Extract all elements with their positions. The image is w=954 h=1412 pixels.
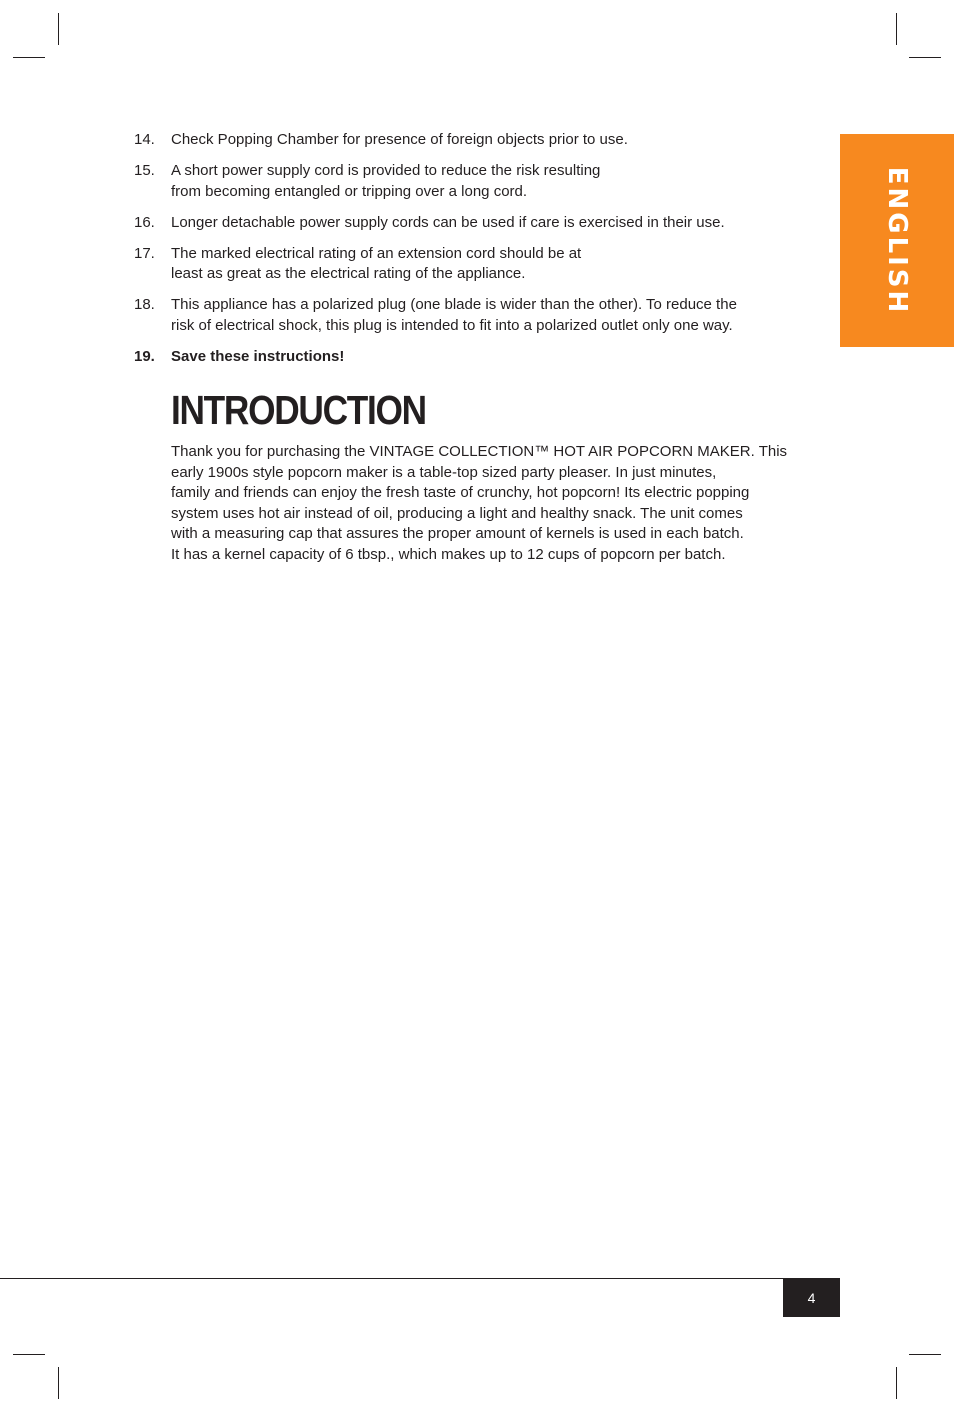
list-item xyxy=(134,347,814,368)
list-item-line: The marked electrical rating of an extension cord should be at xyxy=(171,244,582,262)
introduction-body xyxy=(171,442,796,565)
language-tab-label: ENGLISH xyxy=(882,166,912,315)
list-item-number: 18. xyxy=(134,296,155,313)
crop-mark xyxy=(896,1367,897,1399)
list-item-number: 16. xyxy=(134,213,155,231)
body-line: system uses hot air instead of oil, producing a light and healthy snack. The unit comes xyxy=(171,504,743,522)
crop-mark xyxy=(13,1354,45,1355)
list-item-number: 19. xyxy=(134,347,155,365)
section-title: INTRODUCTION xyxy=(171,387,426,433)
list-item-line: This appliance has a polarized plug (one blade is wider than the other). To reduce the xyxy=(171,296,737,313)
list-item-line: least as great as the electrical rating of the appliance. xyxy=(171,265,526,282)
list-item-number: 14. xyxy=(134,131,155,148)
list-item-line: A short power supply cord is provided to reduce the risk resulting xyxy=(171,162,601,179)
body-line: with a measuring cap that assures the proper amount of kernels is used in each batch. xyxy=(171,525,744,542)
page-number-box xyxy=(783,1278,840,1317)
list-item-number: 15. xyxy=(134,162,155,179)
list-item-line: risk of electrical shock, this plug is intended to ﬁt into a polarized outlet only one way. xyxy=(171,316,733,334)
body-line: family and friends can enjoy the fresh taste of crunchy, hot popcorn! Its electric popping xyxy=(171,484,750,501)
list-item xyxy=(134,213,814,234)
list-item xyxy=(134,295,814,336)
list-item-line: Check Popping Chamber for presence of foreign objects prior to use. xyxy=(171,131,628,148)
body-line: Thank you for purchasing the VINTAGE COLLECTION™ HOT AIR POPCORN MAKER. This xyxy=(171,443,788,460)
language-tab xyxy=(840,134,954,347)
list-item xyxy=(134,161,814,202)
crop-mark xyxy=(58,13,59,45)
list-item-line: Longer detachable power supply cords can be used if care is exercised in their use. xyxy=(171,213,725,231)
body-line: It has a kernel capacity of 6 tbsp., which makes up to 12 cups of popcorn per batch. xyxy=(171,545,726,563)
crop-mark xyxy=(909,57,941,58)
list-item-number: 17. xyxy=(134,244,155,262)
list-item-line: Save these instructions! xyxy=(171,347,345,365)
safety-instructions-list xyxy=(134,130,814,378)
list-item xyxy=(134,130,814,151)
crop-mark xyxy=(896,13,897,45)
crop-mark xyxy=(13,57,45,58)
crop-mark xyxy=(909,1354,941,1355)
list-item-line: from becoming entangled or tripping over a long cord. xyxy=(171,182,528,200)
footer-rule xyxy=(0,1278,840,1279)
crop-mark xyxy=(58,1367,59,1399)
list-item xyxy=(134,244,814,285)
body-line: early 1900s style popcorn maker is a table-top sized party pleaser. In just minutes, xyxy=(171,463,717,481)
page-number: 4 xyxy=(807,1289,816,1306)
